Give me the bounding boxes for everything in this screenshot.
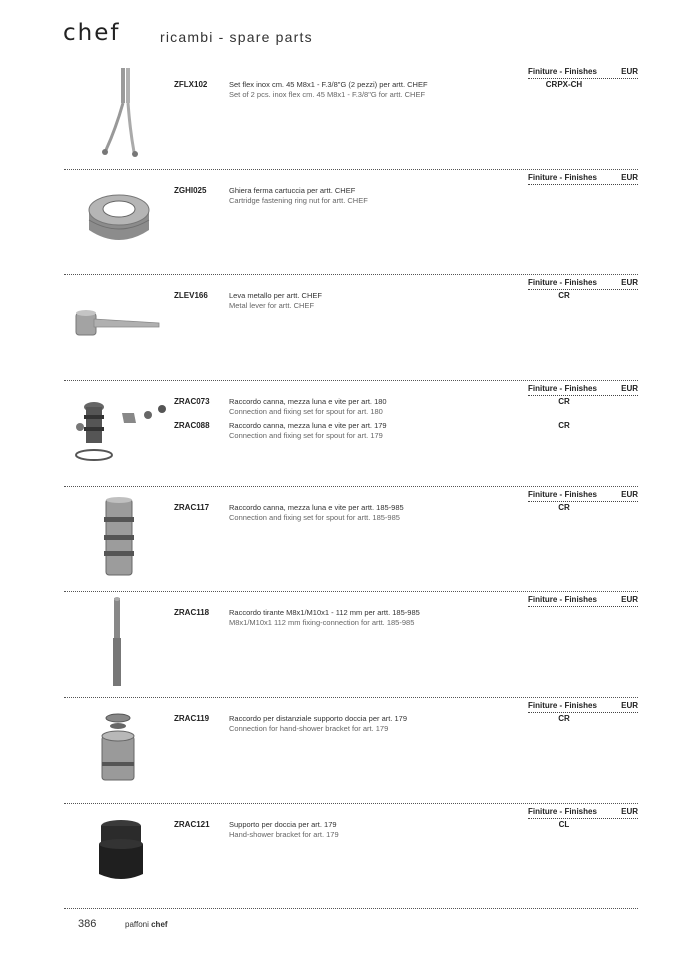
row-separator: [64, 380, 638, 381]
product-desc-it: Raccordo canna, mezza luna e vite per art. 180: [229, 397, 387, 406]
finishes-label: Finiture - Finishes: [528, 173, 597, 182]
product-row-zrac073-zrac088: [64, 383, 638, 488]
ring-nut-image: [84, 180, 154, 255]
product-desc-it: Raccordo canna, mezza luna e vite per art. 179: [229, 421, 387, 430]
finishes-label: Finiture - Finishes: [528, 67, 597, 76]
product-row-zrac117: [64, 489, 638, 594]
product-row-zrac119: [64, 700, 638, 805]
currency-label: EUR: [621, 173, 638, 182]
product-code: ZRAC117: [174, 503, 210, 512]
currency-label: EUR: [621, 278, 638, 287]
product-row-zghi025: [64, 172, 638, 277]
product-desc-en: Connection and fixing set for spout for art. 179: [229, 431, 383, 440]
product-code: ZRAC073: [174, 397, 210, 406]
finishes-header: [528, 383, 638, 396]
product-desc-en: Connection and fixing set for spout for artt. 185-985: [229, 513, 400, 522]
product-desc-it: Set flex inox cm. 45 M8x1 - F.3/8"G (2 pezzi) per artt. CHEF: [229, 80, 428, 89]
finishes-header: [528, 172, 638, 185]
finishes-label: Finiture - Finishes: [528, 701, 597, 710]
product-desc-it: Raccordo canna, mezza luna e vite per artt. 185-985: [229, 503, 404, 512]
metal-lever-image: [74, 305, 164, 345]
product-row-zrac118: [64, 594, 638, 699]
bracket-connection-image: [98, 712, 138, 784]
product-desc-it: Ghiera ferma cartuccia per artt. CHEF: [229, 186, 356, 195]
row-separator: [64, 274, 638, 275]
currency-label: EUR: [621, 67, 638, 76]
product-row-zrac121: [64, 806, 638, 911]
row-separator: [64, 697, 638, 698]
row-separator: [64, 591, 638, 592]
row-separator: [64, 486, 638, 487]
row-separator: [64, 908, 638, 909]
finishes-header: [528, 66, 638, 79]
page-subtitle: ricambi - spare parts: [160, 29, 313, 45]
footer-brand: [125, 920, 168, 929]
brand-title: chef: [63, 20, 121, 46]
product-desc-en: Hand-shower bracket for art. 179: [229, 830, 339, 839]
finishes-label: Finiture - Finishes: [528, 490, 597, 499]
footer-brand-name: chef: [151, 920, 168, 929]
product-finish: CR: [558, 421, 570, 430]
tie-rod-image: [108, 596, 128, 690]
currency-label: EUR: [621, 807, 638, 816]
row-separator: [64, 803, 638, 804]
product-code: ZLEV166: [174, 291, 208, 300]
product-finish: CR: [558, 503, 570, 512]
currency-label: EUR: [621, 490, 638, 499]
product-finish: CR: [558, 291, 570, 300]
currency-label: EUR: [621, 595, 638, 604]
flex-hose-image: [94, 68, 154, 160]
product-desc-it: Supporto per doccia per art. 179: [229, 820, 337, 829]
finishes-header: [528, 277, 638, 290]
finishes-header: [528, 806, 638, 819]
product-finish: CL: [558, 820, 570, 829]
product-desc-it: Raccordo per distanziale supporto doccia per art. 179: [229, 714, 408, 723]
product-finish: CR: [558, 714, 570, 723]
finishes-label: Finiture - Finishes: [528, 807, 597, 816]
product-desc-en: Connection for hand-shower bracket for art. 179: [229, 724, 389, 733]
product-desc-en: Connection and fixing set for spout for art. 180: [229, 407, 383, 416]
finishes-header: [528, 700, 638, 713]
product-desc-en: M8x1/M10x1 112 mm fixing-connection for artt. 185-985: [229, 618, 415, 627]
product-row-zlev166: [64, 277, 638, 382]
footer-brand-prefix: paffoni: [125, 920, 149, 929]
finishes-header: [528, 489, 638, 502]
row-separator: [64, 169, 638, 170]
hand-shower-bracket-image: [94, 818, 148, 884]
product-desc-en: Cartridge fastening ring nut for artt. CHEF: [229, 196, 368, 205]
product-code: ZFLX102: [174, 80, 208, 89]
connection-set-image: [72, 397, 172, 467]
finishes-label: Finiture - Finishes: [528, 278, 597, 287]
product-code: ZRAC121: [174, 820, 210, 829]
product-row-zflx102: [64, 66, 638, 171]
product-desc-en: Metal lever for artt. CHEF: [229, 301, 315, 310]
finishes-label: Finiture - Finishes: [528, 595, 597, 604]
product-code: ZRAC118: [174, 608, 210, 617]
currency-label: EUR: [621, 701, 638, 710]
product-code: ZRAC088: [174, 421, 210, 430]
product-finish: CRPX-CH: [545, 80, 583, 89]
finishes-label: Finiture - Finishes: [528, 384, 597, 393]
product-code: ZRAC119: [174, 714, 210, 723]
finishes-header: [528, 594, 638, 607]
page-number: 386: [78, 918, 97, 930]
spout-connection-image: [100, 495, 140, 580]
product-desc-it: Raccordo tirante M8x1/M10x1 - 112 mm per artt. 185-985: [229, 608, 420, 617]
product-finish: CR: [558, 397, 570, 406]
product-desc-en: Set of 2 pcs. inox flex cm. 45 M8x1 - F.3/8"G for artt. CHEF: [229, 90, 426, 99]
product-desc-it: Leva metallo per artt. CHEF: [229, 291, 322, 300]
currency-label: EUR: [621, 384, 638, 393]
product-code: ZGHI025: [174, 186, 207, 195]
